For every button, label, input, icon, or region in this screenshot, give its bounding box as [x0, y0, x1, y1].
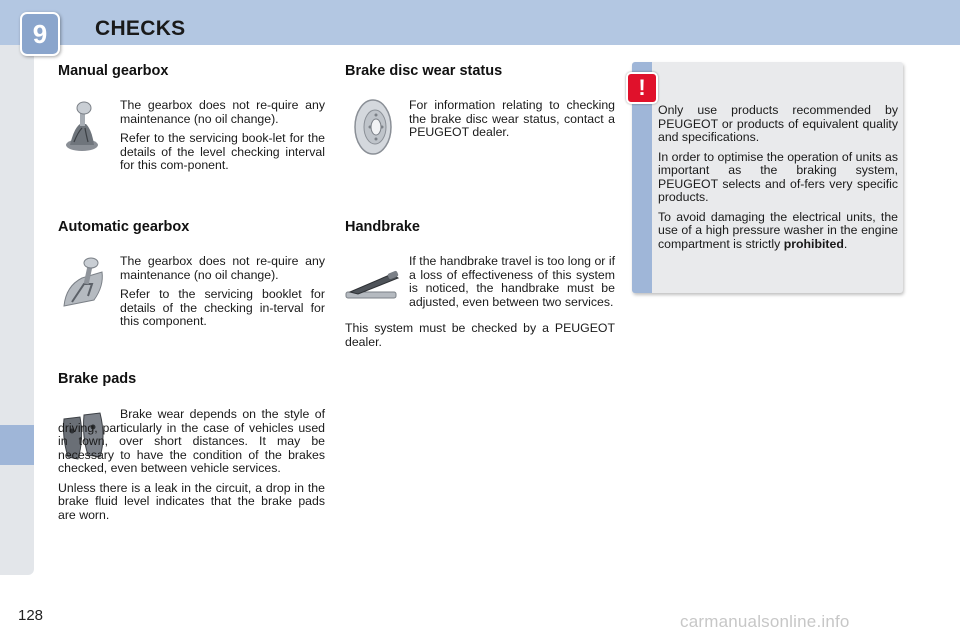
- warning-paragraph-tail: .: [843, 236, 848, 251]
- brake-disc-heading: Brake disc wear status: [345, 63, 503, 79]
- automatic-gearbox-paragraph: Refer to the servicing booklet for details of the checking in-terval for this component.: [120, 287, 325, 328]
- warning-text: [658, 104, 898, 257]
- automatic-gear-selector-icon: [58, 256, 110, 312]
- brake-pads-paragraph: Unless there is a leak in the circuit, a drop in the brake fluid level indicates that the brake pads are worn.: [58, 480, 325, 522]
- brake-pads-paragraph: Brake wear depends on the style of driving, particularly in the case of vehicles used in town, over short distances. It may be necessary to have the condition of the brakes checked, even between vehicle services.: [58, 407, 325, 475]
- warning-paragraph: [658, 211, 898, 252]
- warning-paragraph: In order to optimise the operation of units as important as the braking system, PEUGEOT selects and of-fers very specific products.: [658, 149, 898, 204]
- side-strip: [0, 45, 34, 575]
- handbrake-lever-icon: [344, 268, 402, 304]
- brake-disc-icon: [346, 97, 400, 157]
- handbrake-paragraph: This system must be checked by a PEUGEOT dealer.: [345, 321, 615, 349]
- brake-disc-paragraph: For information relating to checking the brake disc wear status, contact a PEUGEOT dealer.: [409, 98, 615, 139]
- manual-gear-lever-icon: [60, 98, 108, 154]
- automatic-gearbox-text: [120, 255, 325, 335]
- warning-paragraph: Only use products recommended by PEUGEOT or products of equivalent quality and specifications.: [658, 103, 898, 144]
- warning-exclamation-icon: !: [626, 72, 658, 104]
- warning-paragraph-lead: To avoid damaging the electrical units, the use of a high pressure washer in the engine compartment is strictly: [658, 209, 898, 251]
- handbrake-heading: Handbrake: [345, 219, 420, 235]
- handbrake-paragraph: If the handbrake travel is too long or if a loss of effectiveness of this system is noticed, the handbrake must be adjusted, even between two services.: [409, 254, 615, 309]
- chapter-number-badge: 9: [20, 12, 60, 56]
- manual-gearbox-paragraph: Refer to the servicing book-let for the details of the level checking interval for this com-ponent.: [120, 131, 325, 172]
- warning-prohibited-emphasis: prohibited: [783, 236, 844, 251]
- manual-gearbox-heading: Manual gearbox: [58, 63, 169, 79]
- page-number: 128: [18, 607, 44, 624]
- page-title: CHECKS: [95, 17, 186, 40]
- handbrake-text: [409, 255, 615, 315]
- brake-disc-text: [409, 99, 615, 146]
- brake-pads-heading: Brake pads: [58, 371, 137, 387]
- automatic-gearbox-heading: Automatic gearbox: [58, 219, 190, 235]
- side-tab-marker: [0, 425, 34, 465]
- automatic-gearbox-paragraph: The gearbox does not re-quire any maintenance (no oil change).: [120, 254, 325, 282]
- handbrake-note: [345, 322, 615, 355]
- watermark: carmanualsonline.info: [680, 612, 850, 631]
- manual-gearbox-text: [120, 99, 325, 179]
- brake-pads-text: [58, 408, 325, 528]
- manual-gearbox-paragraph: The gearbox does not re-quire any maintenance (no oil change).: [120, 98, 325, 126]
